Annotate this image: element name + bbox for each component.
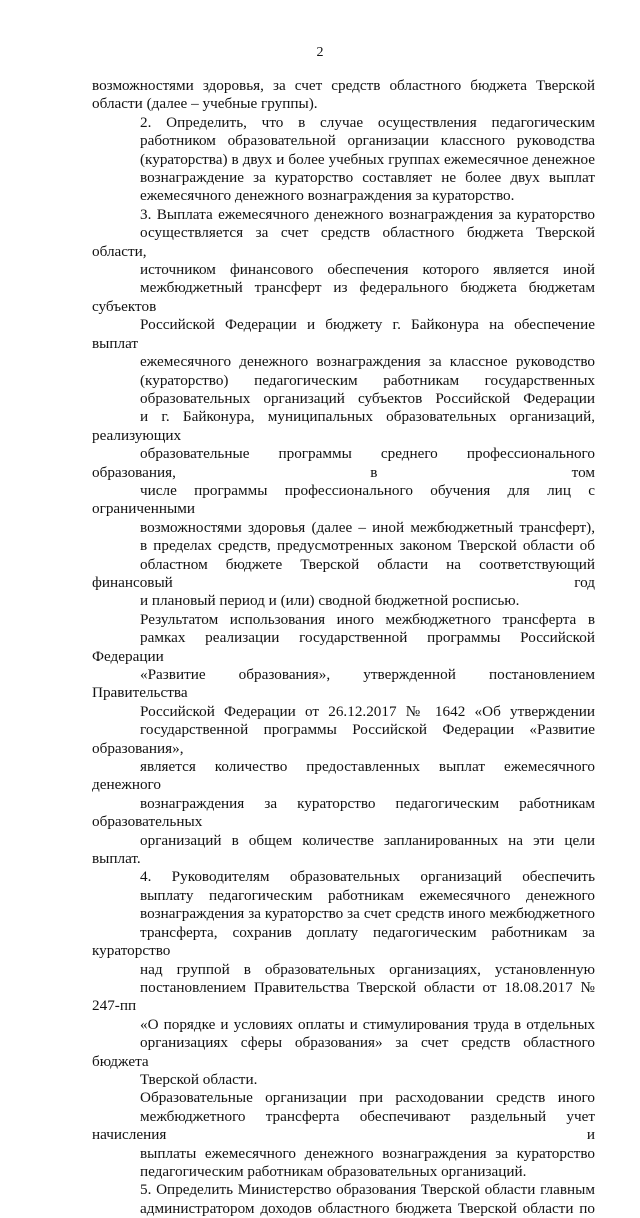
text-line: Российской Федерации и бюджету г. Байконура на обеспечение выплат [92, 316, 595, 352]
paragraph [92, 1089, 595, 1181]
text-line: 2. Определить, что в случае осуществления педагогическим [140, 113, 595, 131]
text-line: «Развитие образования», утвержденной постановлением Правительства [92, 666, 595, 702]
text-line: Тверской области. [140, 1070, 258, 1088]
document-body [92, 77, 595, 1218]
paragraph [92, 611, 595, 869]
text-line: организациях сферы образования» за счет средств областного бюджета [92, 1034, 595, 1070]
text-line: образовательные программы среднего профессионального образования, в том [92, 445, 595, 481]
text-line: Результатом использования иного межбюджетного трансферта в [140, 610, 595, 628]
text-line: и плановый период и (или) сводной бюджетной росписью. [140, 592, 520, 610]
text-line: возможностями здоровья (далее – иной межбюджетный трансферт), [140, 518, 595, 536]
paragraph [92, 868, 595, 1089]
text-line: выплату педагогическим работникам ежемесячного денежного [140, 886, 595, 904]
text-line: вознаграждения за кураторство за счет средств иного межбюджетного [140, 905, 595, 923]
text-line: (кураторство) педагогическим работникам государственных [140, 371, 595, 389]
text-line: Российской Федерации от 26.12.2017 № 1642 «Об утверждении [140, 702, 595, 720]
text-line: области (далее – учебные группы). [92, 95, 318, 113]
text-line: числе программы профессионального обучения для лиц с ограниченными [92, 481, 595, 518]
text-line: над группой в образовательных организациях, установленную [140, 960, 595, 978]
text-line: источником финансового обеспечения которого является иной [140, 261, 595, 279]
paragraph [92, 114, 595, 206]
text-line: работником образовательной организации классного руководства [140, 132, 595, 150]
text-line: осуществляется за счет средств областного бюджета Тверской области, [92, 224, 595, 260]
text-line: ежемесячного денежного вознаграждения за классное руководство [140, 353, 595, 371]
text-line: рамках реализации государственной программы Российской Федерации [92, 629, 595, 665]
text-line: государственной программы Российской Федерации «Развитие образования», [92, 721, 595, 757]
text-line: ежемесячного денежного вознаграждения за кураторство. [140, 187, 515, 205]
text-line: образовательных организаций субъектов Российской Федерации [140, 389, 595, 407]
paragraph [92, 1181, 595, 1218]
text-line: и г. Байконура, муниципальных образовательных организаций, реализующих [92, 408, 595, 444]
text-line: трансферта, сохранив доплату педагогическим работникам за кураторство [92, 923, 595, 960]
page-number: 2 [316, 45, 324, 60]
text-line: вознаграждение за кураторство составляет не более двух выплат [140, 169, 595, 187]
text-line: межбюджетный трансферт из федерального бюджета бюджетам субъектов [92, 279, 595, 315]
text-line: 5. Определить Министерство образования Тверской области главным [140, 1181, 595, 1199]
text-line: постановлением Правительства Тверской области от 18.08.2017 № 247-пп [92, 978, 595, 1015]
paragraph [92, 77, 595, 114]
text-line: областном бюджете Тверской области на соответствующий финансовый год [92, 555, 595, 591]
text-line: «О порядке и условиях оплаты и стимулирования труда в отдельных [140, 1015, 595, 1033]
text-line: Образовательные организации при расходовании средств иного [140, 1089, 595, 1107]
text-line: возможностями здоровья, за счет средств областного бюджета Тверской [92, 77, 595, 94]
text-line: педагогическим работникам образовательных организаций. [140, 1162, 527, 1180]
text-line: межбюджетного трансферта обеспечивают раздельный учет начисления и [92, 1107, 595, 1144]
paragraph [92, 206, 595, 611]
text-line: (кураторства) в двух и более учебных группах ежемесячное денежное [140, 150, 595, 168]
text-line: вознаграждения за кураторство педагогическим работникам образовательных [92, 794, 595, 831]
text-line: является количество предоставленных выплат ежемесячного денежного [92, 758, 595, 794]
text-line: 4. Руководителям образовательных организаций обеспечить [140, 868, 595, 886]
text-line: администратором доходов областного бюджета Тверской области по [140, 1199, 595, 1217]
text-line: в пределах средств, предусмотренных законом Тверской области об [140, 537, 595, 555]
text-line: выплаты ежемесячного денежного вознаграждения за кураторство [140, 1144, 595, 1162]
text-line: 3. Выплата ежемесячного денежного вознаграждения за кураторство [140, 205, 595, 223]
text-line: организаций в общем количестве запланированных на эти цели выплат. [92, 831, 595, 868]
